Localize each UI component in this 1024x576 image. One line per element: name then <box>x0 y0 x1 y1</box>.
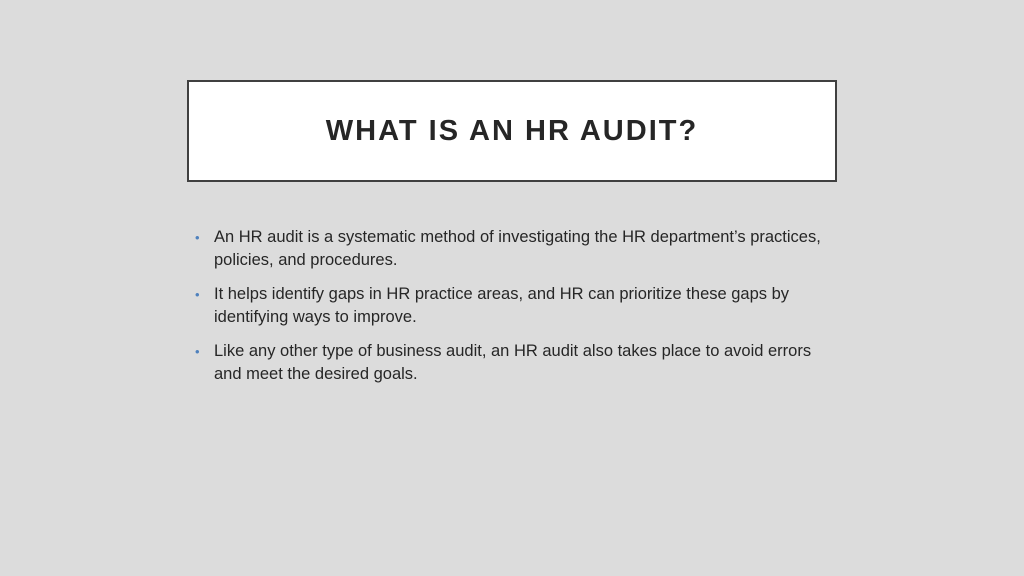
bullet-text-2: It helps identify gaps in HR practice areas, and HR can prioritize these gaps by identifying ways to improve. <box>214 285 790 326</box>
bullet-list <box>195 226 835 397</box>
bullet-text-1: An HR audit is a systematic method of investigating the HR department’s practices, policies, and procedures. <box>214 228 821 269</box>
bullet-dot-icon: • <box>195 344 200 359</box>
bullet-item-3 <box>195 340 835 386</box>
bullet-item-1 <box>195 226 835 272</box>
bullet-dot-icon: • <box>195 287 200 302</box>
slide-title: WHAT IS AN HR AUDIT? <box>325 114 699 147</box>
title-box <box>187 80 837 182</box>
bullet-dot-icon: • <box>195 230 200 245</box>
bullet-text-3: Like any other type of business audit, an HR audit also takes place to avoid errors and meet the desired goals. <box>214 342 812 383</box>
bullet-item-2 <box>195 283 835 329</box>
